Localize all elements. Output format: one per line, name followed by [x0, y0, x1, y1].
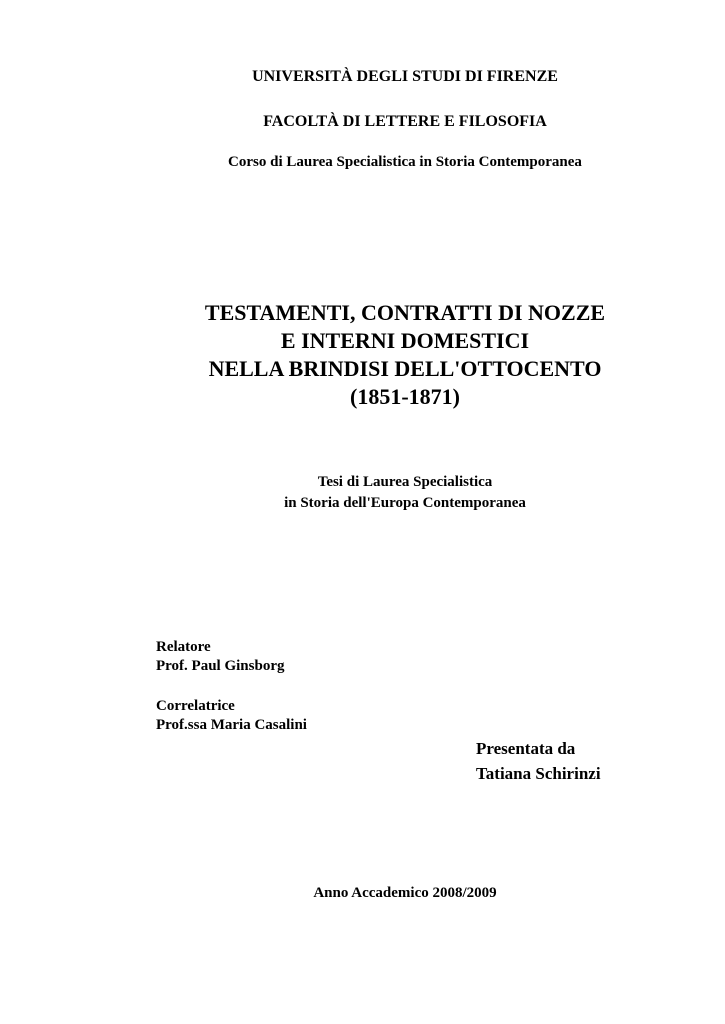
title-line-2: E INTERNI DOMESTICI: [280, 328, 530, 353]
course-name: Corso di Laurea Specialistica in Storia Contemporanea: [228, 154, 582, 170]
relatore-label: Relatore: [156, 639, 211, 655]
title-line-1: TESTAMENTI, CONTRATTI DI NOZZE: [204, 300, 606, 325]
faculty-name: FACOLTÀ DI LETTERE E FILOSOFIA: [263, 113, 547, 130]
presenter-label: Presentata da: [476, 739, 576, 758]
thesis-type-line-1: Tesi di Laurea Specialistica: [317, 474, 493, 490]
academic-year: Anno Accademico 2008/2009: [313, 885, 497, 901]
correlatrice-name: Prof.ssa Maria Casalini: [156, 717, 307, 733]
thesis-type-line-2: in Storia dell'Europa Contemporanea: [284, 495, 526, 511]
university-name: UNIVERSITÀ DEGLI STUDI DI FIRENZE: [252, 68, 558, 85]
title-line-3: NELLA BRINDISI DELL'OTTOCENTO: [208, 356, 602, 381]
correlatrice-label: Correlatrice: [156, 698, 235, 714]
presenter-name: Tatiana Schirinzi: [476, 764, 601, 783]
title-line-4: (1851-1871): [350, 384, 460, 409]
relatore-name: Prof. Paul Ginsborg: [156, 658, 285, 674]
